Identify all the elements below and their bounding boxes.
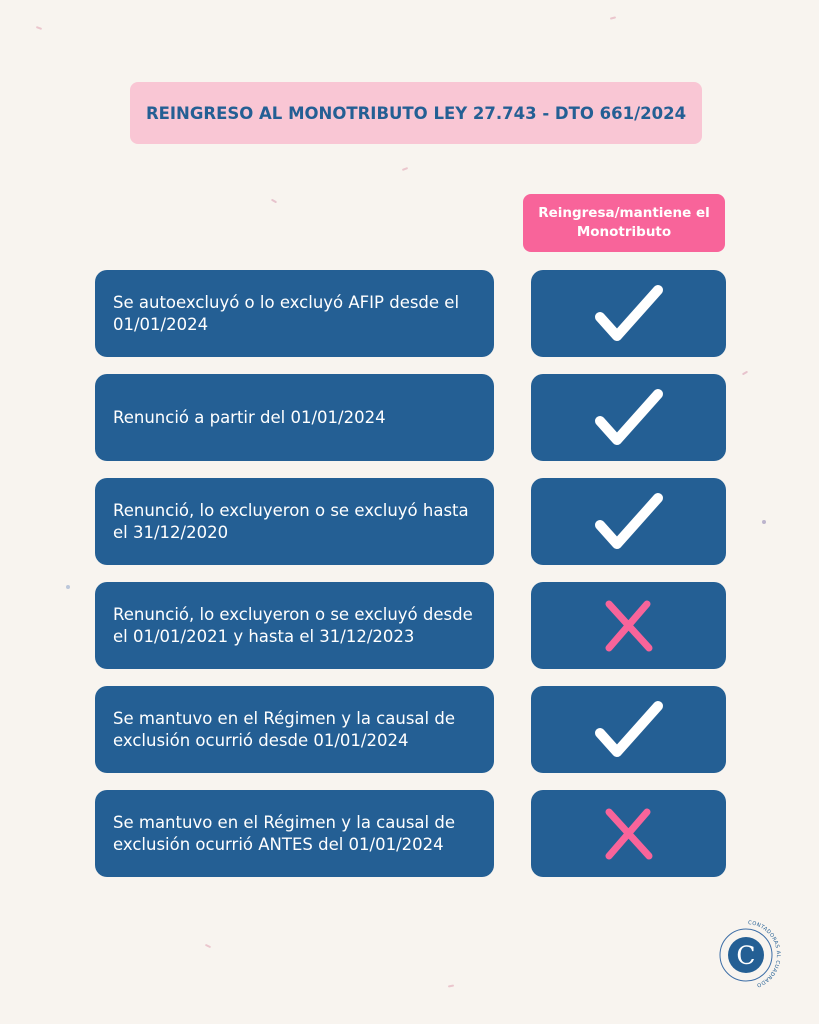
paper-speck: [205, 944, 211, 948]
row-label: [95, 270, 494, 357]
row-label-text: Se autoexcluyó o lo excluyó AFIP desde el 01/01/2024: [113, 292, 460, 334]
paper-speck: [762, 520, 766, 524]
page-title-box: [130, 82, 702, 144]
row-result: [531, 374, 726, 461]
paper-speck: [402, 167, 408, 171]
column-header: [523, 194, 725, 252]
row-label: [95, 686, 494, 773]
cross-icon: [599, 804, 659, 864]
check-icon: [594, 388, 664, 448]
check-icon: [594, 492, 664, 552]
paper-speck: [36, 26, 42, 30]
row-label-text: Se mantuvo en el Régimen y la causal de exclusión ocurrió ANTES del 01/01/2024: [113, 812, 455, 854]
row-label-text: Renunció a partir del 01/01/2024: [113, 407, 386, 427]
row-label: [95, 478, 494, 565]
logo-text-path: CONTADORAS AL CUADRADO: [747, 920, 782, 989]
paper-speck: [610, 16, 616, 19]
row-result: [531, 270, 726, 357]
paper-speck: [271, 199, 277, 204]
check-icon: [594, 284, 664, 344]
row-label: [95, 374, 494, 461]
paper-speck: [66, 585, 70, 589]
cross-icon: [599, 596, 659, 656]
row-label: [95, 790, 494, 877]
row-label-text: Renunció, lo excluyeron o se excluyó hasta el 31/12/2020: [113, 500, 469, 542]
row-label-text: Renunció, lo excluyeron o se excluyó desde el 01/01/2021 y hasta el 31/12/2023: [113, 604, 473, 646]
row-label: [95, 582, 494, 669]
logo-letter: C: [736, 941, 756, 970]
row-result: [531, 478, 726, 565]
row-result: [531, 686, 726, 773]
row-result: [531, 790, 726, 877]
paper-speck: [448, 984, 454, 987]
column-header-label: Reingresa/mantiene el Monotributo: [538, 205, 710, 240]
brand-logo: [706, 915, 786, 995]
check-icon: [594, 700, 664, 760]
row-label-text: Se mantuvo en el Régimen y la causal de exclusión ocurrió desde 01/01/2024: [113, 708, 455, 750]
page-title: REINGRESO AL MONOTRIBUTO LEY 27.743 - DTO 661/2024: [145, 103, 687, 123]
row-result: [531, 582, 726, 669]
paper-speck: [742, 371, 748, 376]
